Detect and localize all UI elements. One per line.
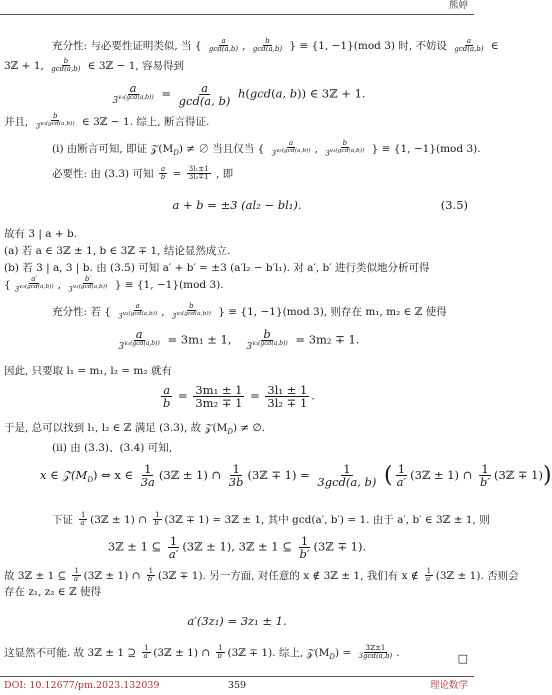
text-line: 并且, $\frac{b}{3^{v_3(gcd(a,b))}}$ ∈ 3ℤ − 1. 综上, 断言得证. [4, 112, 210, 131]
running-header-author: 熊婷 [448, 0, 468, 11]
display-equation: $\frac{a}{3^{v_3(gcd(a,b))}}$ = $\frac{a}{\gcd(a, b)}$ h(gcd(a, b)) ∈ 3ℤ + 1. [112, 81, 366, 109]
footer-doi[interactable]: DOI: 10.12677/pm.2023.132039 [4, 680, 160, 691]
text-line: (i) 由断言可知, 即证 $𝒵(M_D)$ ≠ ∅ 当且仅当 { $\frac{a}{3^{v_3(gcd(a,b))}}$ , $\frac{b}{3^{v_3(gcd(a,b))}}$ } ≡ {1, −1}(mod 3). [52, 139, 481, 158]
text-line: 下证 $\frac{1}{a'}$ (3ℤ ± 1) ∩ $\frac{1}{b'}$ (3ℤ ∓ 1) = 3ℤ ± 1, 其中 gcd(a′, b′) = 1. 由于 a′, b′ ∈ 3ℤ ± 1, 则 [52, 511, 490, 528]
footer-page-number: 359 [227, 680, 247, 691]
display-equation: a + b = ±3 (al₂ − bl₁). [172, 198, 302, 212]
text-line: 于是, 总可以找到 l₁, l₂ ∈ ℤ 满足 (3.3), 故 $𝒵(M_D)$ ≠ ∅. [4, 422, 266, 437]
text-line: 充分性: 与必要性证明类似, 当 { $\frac{a}{\gcd(a,b)}$ , $\frac{b}{\gcd(a,b)}$ } ≡ {1, −1}(mod 3) 时, 不妨设 $\frac{a}{\gcd(a,b)}$ ∈ [52, 37, 499, 54]
text-line: (ii) 由 (3.3)、(3.4) 可知, [52, 442, 173, 454]
text-line: 必要性: 由 (3.3) 可知 $\frac{a}{b}$ = $\frac{\text{3l₁±1}}{\text{3l₂∓1}}$ , 即 [52, 165, 234, 182]
equation-number: (3.5) [440, 198, 468, 212]
display-equation: x ∈ $𝒵(M_D)$ ⇔ x ∈ $\frac{1}{3a}$ (3ℤ ± 1) ∩ $\frac{1}{3b}$ (3ℤ ∓ 1) = $\frac{1}{3\gcd(a, b)}$ ( $\frac{1}{a'}$ (3ℤ ± 1) ∩ $\frac{1}{b'}$ (3ℤ ∓ 1)) [40, 462, 552, 490]
qed-mark: □ [457, 652, 468, 665]
text-line: 3ℤ + 1, $\frac{b}{\gcd(a,b)}$ ∈ 3ℤ − 1, 容易得到 [4, 57, 185, 74]
display-equation: 3ℤ ± 1 ⊆ $\frac{1}{a'}$ (3ℤ ± 1), 3ℤ ± 1 ⊆ $\frac{1}{b'}$ (3ℤ ∓ 1). [107, 534, 367, 562]
display-equation: $\frac{a}{3^{v_3(gcd(a,b))}}$ = 3m₁ ± 1, $\frac{b}{3^{v_3(gcd(a,b))}}$ = 3m₂ ∓ 1. [118, 327, 360, 353]
text-line: 这显然不可能. 故 3ℤ ± 1 ⊇ $\frac{1}{a'}$ (3ℤ ± 1) ∩ $\frac{1}{b'}$ (3ℤ ∓ 1). 综上, $𝒵(M_D)$ = $\frac{\text{3ℤ±1}}{3\gcd(a,b)}$ . [4, 644, 400, 661]
text-line: 充分性: 若 { $\frac{a}{3^{v_3(gcd(a,b))}}$ , $\frac{b}{3^{v_3(gcd(a,b))}}$ } ≡ {1, −1}(mod 3), 则存在 m₁, m₂ ∈ ℤ 使得 [52, 302, 447, 321]
display-equation: $\frac{a}{b}$ = $\frac{\text{3m₁ ± 1}}{\text{3m₂ ∓ 1}}$ = $\frac{\text{3l₁ ± 1}}{\text{3l₂ ∓ 1}}$ . [163, 383, 315, 411]
text-line: (b) 若 3 | a, 3 | b. 由 (3.5) 可知 a′ + b′ = ±3 (a′l₂ − b′l₁). 对 a′, b′ 进行类似地分析可得 [4, 262, 430, 274]
header-rule [0, 14, 474, 15]
text-line: 存在 z₁, z₂ ∈ ℤ 使得 [4, 586, 101, 598]
display-equation: a′(3z₁) = 3z₁ ± 1. [187, 614, 287, 628]
text-line: 故有 3 | a + b. [4, 228, 78, 240]
footer-journal[interactable]: 理论数学 [429, 680, 468, 691]
text-line: 故 3ℤ ± 1 ⊆ $\frac{1}{a'}$ (3ℤ ± 1) ∩ $\frac{1}{b'}$ (3ℤ ∓ 1). 另一方面, 对任意的 x ∉ 3ℤ ± 1, 我们有 x ∉ $\frac{1}{a'}$ (3ℤ ± 1). 否则会 [4, 567, 519, 584]
text-line: { $\frac{a'}{3^{v_3(gcd(a,b))}}$ , $\frac{b'}{3^{v_3(gcd(a,b))}}$ } ≡ {1, −1}(mod 3). [4, 275, 224, 294]
text-line: (a) 若 a ∈ 3ℤ ± 1, b ∈ 3ℤ ∓ 1, 结论显然成立. [4, 245, 231, 257]
text-line: 因此, 只要取 l₁ = m₁, l₂ = m₂ 就有 [4, 365, 172, 377]
footer-rule [0, 676, 474, 677]
